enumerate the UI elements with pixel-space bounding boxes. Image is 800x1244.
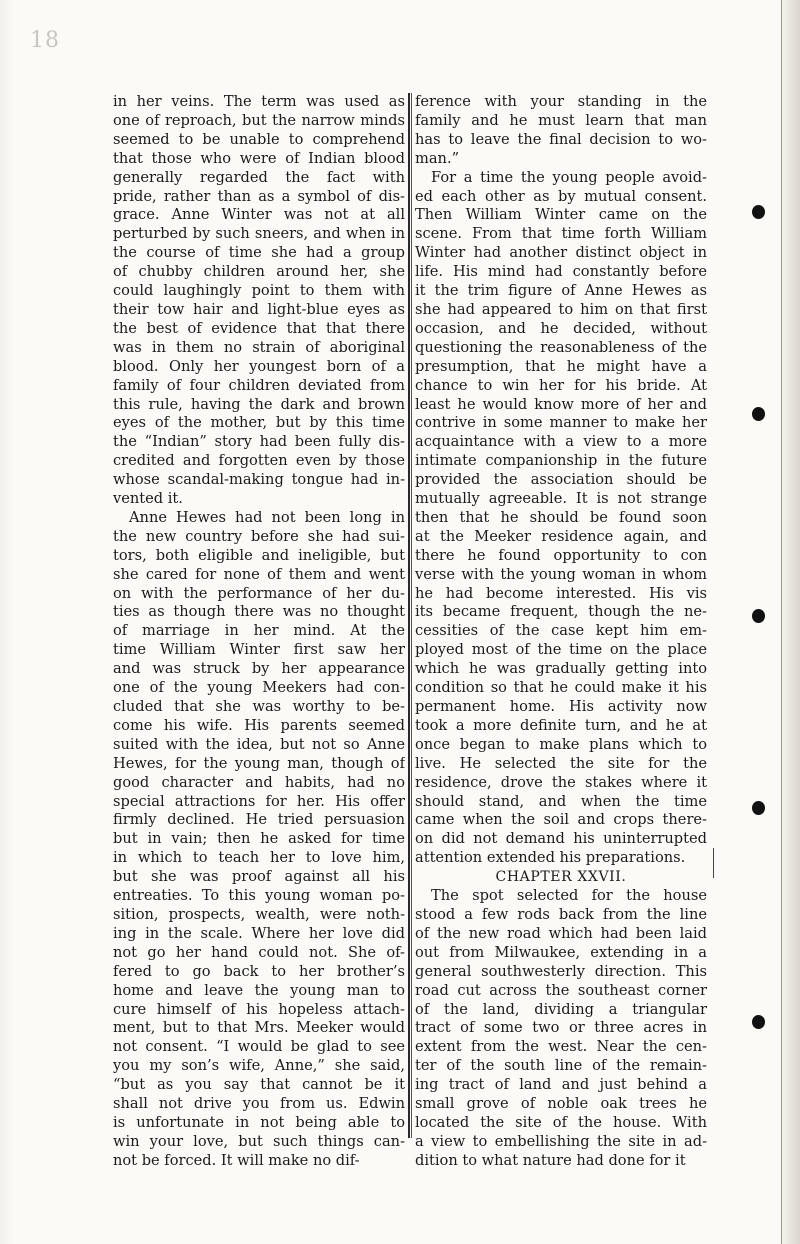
- binder-hole: [752, 801, 765, 815]
- text-line: then that he should be found soon: [415, 508, 707, 526]
- text-line: The spot selected for the house: [431, 887, 707, 905]
- page-edge-shadow: [781, 0, 800, 1244]
- text-line: ing in the scale. Where her love did: [113, 924, 405, 942]
- text-line: at the Meeker residence again, and: [415, 527, 707, 545]
- text-line: life. His mind had constantly before: [415, 263, 707, 281]
- text-line: cessities of the case kept him em-: [415, 622, 707, 640]
- text-line: he had become interested. His vis: [415, 584, 707, 602]
- text-line: verse with the young woman in whom: [415, 565, 707, 583]
- text-line: Hewes, for the young man, though of: [113, 754, 405, 772]
- text-line: extent from the west. Near the cen-: [415, 1038, 707, 1056]
- binder-hole: [752, 407, 765, 421]
- text-line: one of reproach, but the narrow minds: [113, 111, 405, 129]
- text-line: Then William Winter came on the: [415, 206, 707, 224]
- text-line: acquaintance with a view to a more: [415, 433, 707, 451]
- text-line: that those who were of Indian blood: [113, 149, 405, 167]
- text-line: pride, rather than as a symbol of dis-: [113, 187, 405, 205]
- text-line: dition to what nature had done for it: [415, 1151, 686, 1169]
- text-line: the new country before she had sui-: [113, 527, 405, 545]
- text-line: family of four children deviated from: [113, 376, 405, 394]
- text-line: Anne Hewes had not been long in: [129, 508, 405, 526]
- text-line: blood. Only her youngest born of a: [113, 357, 405, 375]
- text-line: could laughingly point to them with: [113, 282, 405, 300]
- text-line: on did not demand his uninterrupted: [415, 830, 707, 848]
- text-line: stood a few rods back from the line: [415, 905, 707, 923]
- text-line: presumption, that he might have a: [415, 357, 707, 375]
- text-line: ter of the south line of the remain-: [415, 1057, 707, 1075]
- text-line: located the site of the house. With: [415, 1113, 707, 1131]
- text-line: vented it.: [113, 490, 183, 508]
- text-line: of the land, dividing a triangular: [415, 1000, 707, 1018]
- text-line: you my son’s wife, Anne,” she said,: [113, 1057, 405, 1075]
- text-line: its became frequent, though the ne-: [415, 603, 707, 621]
- text-line: grace. Anne Winter was not at all: [113, 206, 405, 224]
- text-line: not consent. “I would be glad to see: [113, 1038, 405, 1056]
- text-line: questioning the reasonableness of the: [415, 338, 707, 356]
- text-line: whose scandal-making tongue had in-: [113, 471, 405, 489]
- text-line: the course of time she had a group: [113, 244, 405, 262]
- text-line: seemed to be unable to comprehend: [113, 130, 405, 148]
- text-line: entreaties. To this young woman po-: [113, 887, 405, 905]
- text-line: win your love, but such things can-: [113, 1132, 405, 1150]
- binder-hole: [752, 609, 765, 623]
- text-line: ment, but to that Mrs. Meeker would: [113, 1019, 405, 1037]
- text-line: tors, both eligible and ineligible, but: [113, 546, 405, 564]
- text-line: “but as you say that cannot be it: [113, 1076, 405, 1094]
- text-line: of the new road which had been laid: [415, 924, 707, 942]
- text-line: intimate companionship in the future: [415, 452, 707, 470]
- text-line: was in them no strain of aboriginal: [113, 338, 405, 356]
- text-line: attention extended his preparations.: [415, 849, 686, 867]
- column-divider-rule-inner: [411, 93, 412, 1138]
- text-line: the best of evidence that that there: [113, 319, 405, 337]
- chapter-edge-rule: [713, 848, 714, 878]
- text-line: suited with the idea, but not so Anne: [113, 735, 405, 753]
- text-line: but she was proof against all his: [113, 868, 405, 886]
- text-line: cluded that she was worthy to be-: [113, 698, 405, 715]
- text-line: it the trim figure of Anne Hewes as: [415, 282, 707, 300]
- text-line: generally regarded the fact with: [113, 168, 405, 186]
- text-line: fered to go back to her brother’s: [113, 962, 405, 980]
- chapter-heading: CHAPTER XXVII.: [495, 869, 627, 886]
- text-line: For a time the young people avoid-: [431, 168, 707, 186]
- text-line: special attractions for her. His offer: [113, 792, 405, 810]
- text-line: of marriage in her mind. At the: [113, 622, 405, 640]
- text-line: not be forced. It will make no dif-: [113, 1151, 360, 1169]
- text-line: but in vain; then he asked for time: [113, 830, 405, 848]
- text-line: permanent home. His activity now: [415, 698, 707, 715]
- text-line: good character and habits, had no: [113, 773, 405, 791]
- text-line: occasion, and he decided, without: [415, 319, 707, 337]
- text-line: and was struck by her appearance: [113, 660, 405, 678]
- text-line: credited and forgotten even by those: [113, 452, 405, 470]
- text-line: should stand, and when the time: [415, 792, 707, 810]
- left-text-column: [113, 93, 405, 1171]
- text-line: this rule, having the dark and brown: [113, 395, 405, 413]
- text-line: firmly declined. He tried persuasion: [113, 811, 405, 829]
- text-line: small grove of noble oak trees he: [415, 1095, 707, 1113]
- text-line: has to leave the final decision to wo-: [415, 130, 707, 148]
- text-line: on with the performance of her du-: [113, 584, 405, 602]
- text-line: mutually agreeable. It is not strange: [415, 490, 707, 508]
- text-line: home and leave the young man to: [113, 981, 405, 999]
- text-line: ed each other as by mutual consent.: [415, 187, 707, 205]
- text-line: of chubby children around her, she: [113, 263, 405, 281]
- text-line: provided the association should be: [415, 471, 707, 489]
- text-line: one of the young Meekers had con-: [113, 679, 405, 697]
- text-line: live. He selected the site for the: [415, 754, 707, 772]
- text-line: once began to make plans which to: [415, 735, 707, 753]
- text-line: not go her hand could not. She of-: [113, 943, 405, 961]
- text-line: time William Winter first saw her: [113, 641, 405, 659]
- column-divider-rule: [408, 93, 410, 1138]
- text-line: in which to teach her to love him,: [113, 849, 405, 867]
- text-line: family and he must learn that man: [415, 111, 707, 129]
- page-number: 18: [30, 28, 60, 53]
- text-line: took a more definite turn, and he at: [415, 716, 707, 734]
- text-line: is unfortunate in not being able to: [113, 1113, 405, 1131]
- text-line: condition so that he could make it his: [415, 679, 707, 697]
- text-line: least he would know more of her and: [415, 395, 707, 413]
- text-line: there he found opportunity to con: [415, 546, 707, 564]
- text-line: ference with your standing in the: [415, 93, 707, 110]
- text-line: a view to embellishing the site in ad-: [415, 1132, 707, 1150]
- text-line: man.”: [415, 149, 460, 167]
- text-line: chance to win her for his bride. At: [415, 376, 707, 394]
- text-line: sition, prospects, wealth, were noth-: [113, 905, 405, 923]
- text-line: their tow hair and light-blue eyes as: [113, 300, 405, 318]
- text-line: ployed most of the time on the place: [415, 641, 707, 659]
- right-text-column: [415, 93, 707, 1171]
- text-line: general southwesterly direction. This: [415, 962, 707, 980]
- text-line: perturbed by such sneers, and when in: [113, 225, 405, 243]
- text-line: shall not drive you from us. Edwin: [113, 1095, 405, 1113]
- text-line: she had appeared to him on that first: [415, 300, 707, 318]
- text-line: she cared for none of them and went: [113, 565, 405, 583]
- text-line: tract of some two or three acres in: [415, 1019, 707, 1037]
- binder-hole: [752, 1015, 765, 1029]
- text-line: scene. From that time forth William: [415, 225, 707, 243]
- text-line: which he was gradually getting into: [415, 660, 707, 678]
- text-line: the “Indian” story had been fully dis-: [113, 433, 405, 451]
- text-line: residence, drove the stakes where it: [415, 773, 707, 791]
- text-line: came when the soil and crops there-: [415, 811, 707, 829]
- text-line: in her veins. The term was used as: [113, 93, 405, 110]
- text-line: ties as though there was no thought: [113, 603, 405, 621]
- text-line: come his wife. His parents seemed: [113, 716, 405, 734]
- binder-hole: [752, 205, 765, 219]
- text-line: Winter had another distinct object in: [415, 244, 707, 262]
- text-line: contrive in some manner to make her: [415, 414, 707, 432]
- text-line: ing tract of land and just behind a: [415, 1076, 707, 1094]
- text-line: out from Milwaukee, extending in a: [415, 943, 707, 961]
- text-line: cure himself of his hopeless attach-: [113, 1000, 405, 1018]
- text-line: road cut across the southeast corner: [415, 981, 707, 999]
- text-line: eyes of the mother, but by this time: [113, 414, 405, 432]
